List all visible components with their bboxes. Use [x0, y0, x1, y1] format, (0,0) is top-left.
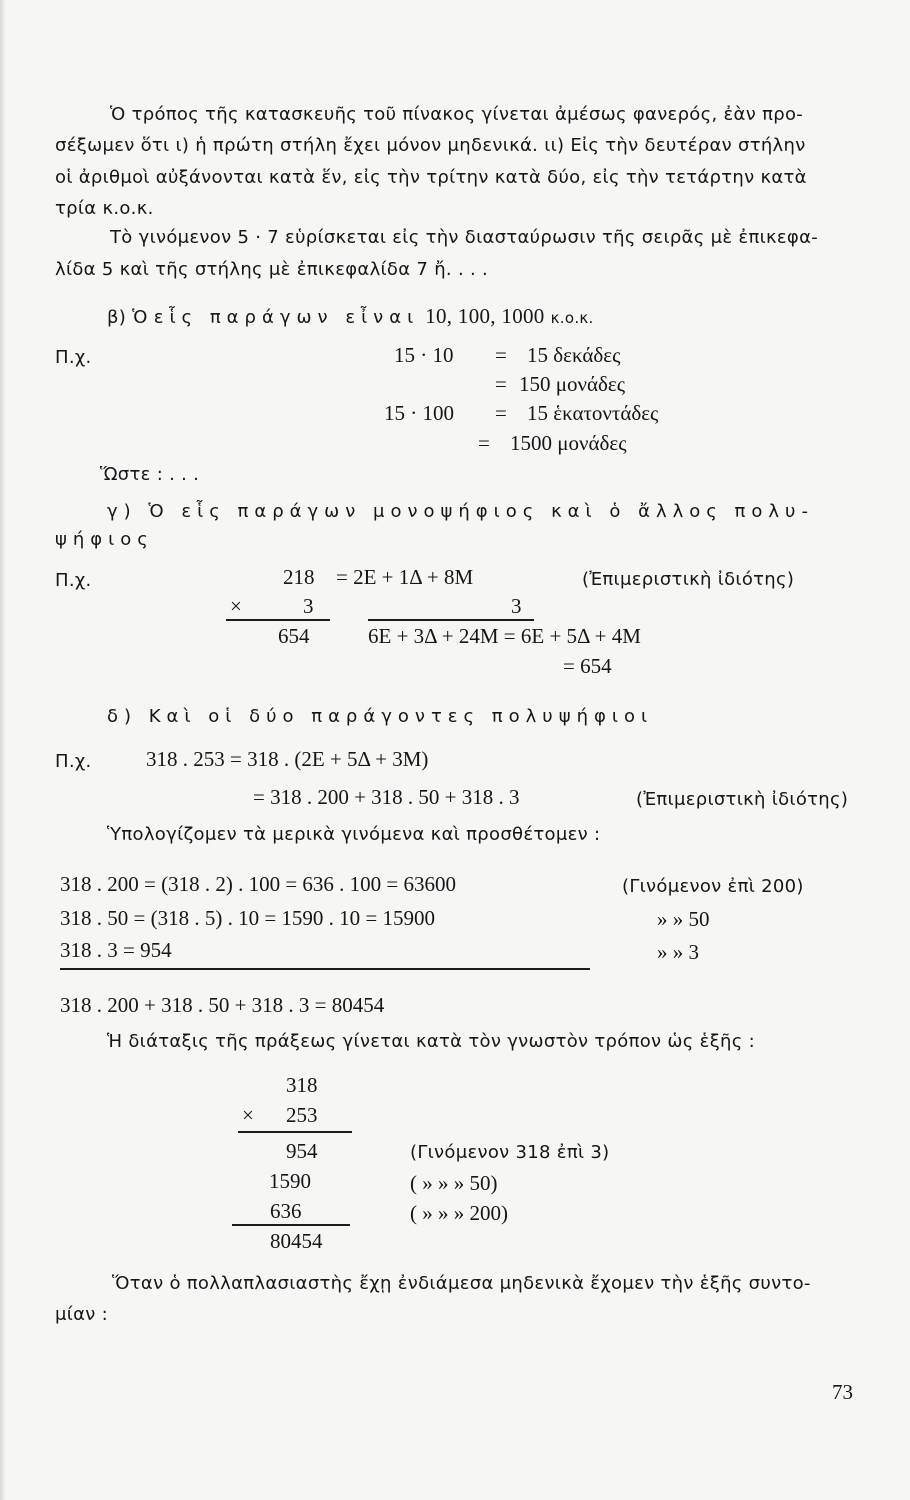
- page-binding-shadow: [0, 0, 6, 1500]
- case-c-times-sign: ×: [230, 594, 242, 618]
- case-d-row3-expr: 318 . 3 = 954: [60, 938, 172, 962]
- long-mult-partial-3: 636: [270, 1199, 302, 1223]
- case-c-multiplier-right: 3: [511, 594, 522, 618]
- case-c-product: 654: [278, 624, 310, 648]
- case-d-row1-expr: 318 . 200 = (318 . 2) . 100 = 636 . 100 = 63600: [60, 872, 457, 896]
- case-c-right-rule: [368, 619, 534, 621]
- case-c-expanded-product: 6Ε + 3Δ + 24Μ = 6Ε + 5Δ + 4Μ: [368, 624, 641, 648]
- final-line2: μίαν :: [55, 1304, 109, 1325]
- para1-line4: τρία κ.ο.κ.: [55, 198, 154, 219]
- case-b-row1-rhs: 15 δεκάδες: [527, 343, 621, 367]
- long-mult-partial-3-note: ( » » » 200): [410, 1201, 508, 1225]
- case-d-row3-note: » » 3: [657, 940, 699, 964]
- long-mult-partial-2-note: ( » » » 50): [410, 1171, 498, 1195]
- para1-line2: σέξωμεν ὅτι ι) ἡ πρώτη στήλη ἔχει μόνον μηδενικά. ιι) Εἰς τὴν δευτέραν στήλην: [55, 135, 806, 156]
- long-mult-partial-1: 954: [286, 1139, 318, 1163]
- long-mult-multiplicand: 318: [286, 1073, 318, 1097]
- case-b-row3-lhs: 15 · 100: [384, 401, 454, 425]
- case-d-eq2: = 318 . 200 + 318 . 50 + 318 . 3: [253, 785, 520, 809]
- case-d-sum: 318 . 200 + 318 . 50 + 318 . 3 = 80454: [60, 993, 385, 1017]
- case-b-row3-rhs: 15 ἑκατοντάδες: [527, 401, 659, 425]
- case-c-example-label: Π.χ.: [55, 570, 92, 591]
- case-b-row2-rhs: 150 μονάδες: [519, 372, 626, 396]
- layout-intro: Ἡ διάταξις τῆς πράξεως γίνεται κατὰ τὸν γνωστὸν τρόπον ὡς ἑξῆς :: [107, 1031, 755, 1052]
- case-b-spaced: εἷς παράγων εἶναι: [153, 307, 420, 328]
- case-b-row4-eq: =: [478, 431, 490, 455]
- case-d-eq1: 318 . 253 = 318 . (2Ε + 5Δ + 3Μ): [146, 747, 429, 771]
- case-b-prefix: β) Ὁ: [107, 307, 148, 328]
- case-d-note: (Ἐπιμεριστικὴ ἰδιότης): [636, 789, 849, 810]
- case-b-conclusion: Ὥστε : . . .: [100, 464, 200, 485]
- long-mult-partial-2: 1590: [269, 1169, 311, 1193]
- case-b-heading: [107, 304, 594, 330]
- page-number: 73: [832, 1380, 853, 1404]
- long-mult-rule-1: [238, 1131, 352, 1133]
- long-mult-multiplier: 253: [286, 1103, 318, 1127]
- case-b-example-label: Π.χ.: [55, 347, 92, 368]
- long-mult-times-sign: ×: [242, 1103, 254, 1127]
- case-c-heading-line1: γ) Ὁ εἷς παράγων μονοψήφιος καὶ ὁ ἄλλος πολυ-: [107, 501, 814, 522]
- case-d-row1-note: (Γινόμενον ἐπὶ 200): [622, 876, 804, 897]
- case-d-intro: Ὑπολογίζομεν τὰ μερικὰ γινόμενα καὶ προσθέτομεν :: [107, 824, 601, 845]
- case-b-row3-eq: =: [495, 401, 507, 425]
- case-b-values: 10, 100, 1000: [425, 304, 545, 328]
- case-c-left-rule: [226, 619, 330, 621]
- case-c-multiplier: 3: [303, 594, 314, 618]
- case-c-note: (Ἐπιμεριστικὴ ἰδιότης): [582, 569, 795, 590]
- case-d-heading: δ) Καὶ οἱ δύο παράγοντες πολυψήφιοι: [107, 706, 654, 727]
- case-b-row2-eq: =: [495, 372, 507, 396]
- para1-line3: οἱ ἀριθμοὶ αὐξάνονται κατὰ ἕν, εἰς τὴν τρίτην κατὰ δύο, εἰς τὴν τετάρτην κατὰ: [55, 167, 807, 188]
- para2-line1: Τὸ γινόμενον 5 · 7 εὑρίσκεται εἰς τὴν διασταύρωσιν τῆς σειρᾶς μὲ ἐπικεφα-: [110, 227, 819, 248]
- para2-line2: λίδα 5 καὶ τῆς στήλης μὲ ἐπικεφαλίδα 7 ἤ. . . .: [55, 259, 489, 280]
- case-d-sum-rule: [60, 968, 590, 970]
- para1-line1: Ὁ τρόπος τῆς κατασκευῆς τοῦ πίνακος γίνεται ἀμέσως φανερός, ἐὰν προ-: [110, 104, 804, 125]
- case-b-row4-rhs: 1500 μονάδες: [510, 431, 627, 455]
- long-mult-rule-2: [232, 1224, 350, 1226]
- long-mult-partial-1-note: (Γινόμενον 318 ἐπὶ 3): [410, 1142, 610, 1163]
- case-c-multiplicand: 218: [283, 565, 315, 589]
- case-c-heading-line2: ψήφιος: [55, 529, 154, 550]
- long-mult-total: 80454: [270, 1229, 323, 1253]
- case-b-row1-lhs: 15 · 10: [394, 343, 454, 367]
- case-d-example-label: Π.χ.: [55, 751, 92, 772]
- case-b-row1-eq: =: [495, 343, 507, 367]
- case-c-decomposition: = 2Ε + 1Δ + 8Μ: [336, 565, 474, 589]
- case-b-kok: κ.ο.κ.: [550, 309, 594, 327]
- case-d-row2-note: » » 50: [657, 907, 710, 931]
- final-line1: Ὅταν ὁ πολλαπλασιαστὴς ἔχῃ ἐνδιάμεσα μηδενικὰ ἔχομεν τὴν ἑξῆς συντο-: [112, 1273, 811, 1294]
- case-d-row2-expr: 318 . 50 = (318 . 5) . 10 = 1590 . 10 = 15900: [60, 906, 436, 930]
- case-c-result: = 654: [563, 654, 612, 678]
